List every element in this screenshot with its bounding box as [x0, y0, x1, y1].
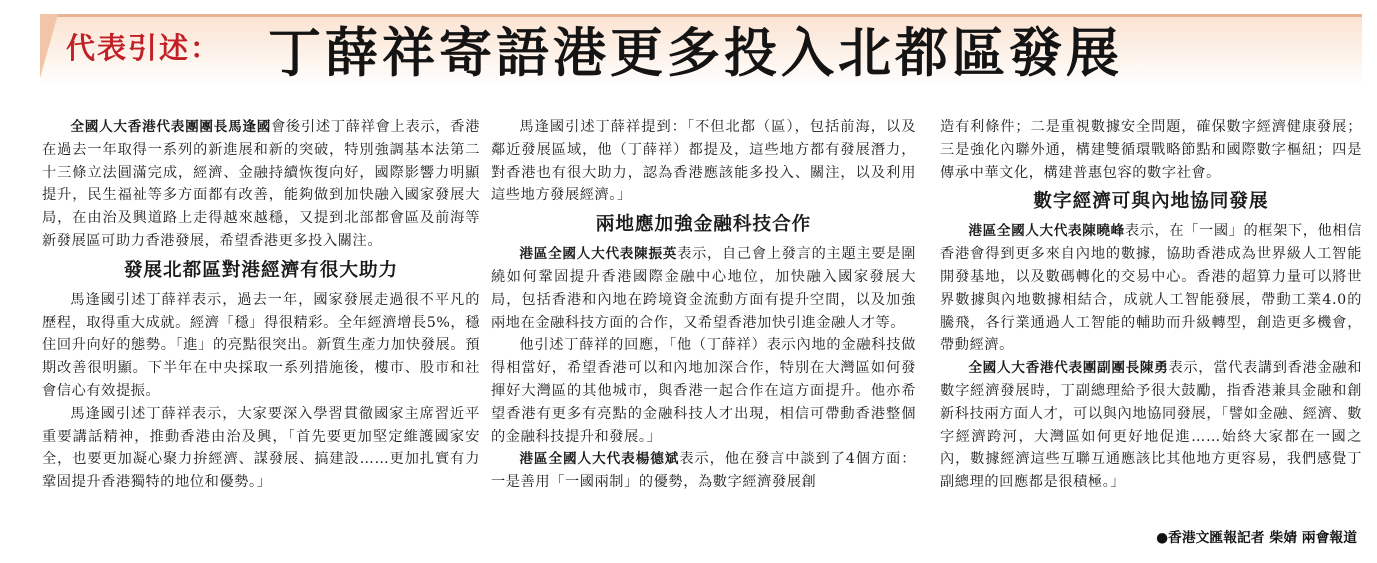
speaker-name: 港區全國人大代表陳振英: [519, 246, 678, 263]
headline: 丁薛祥寄語港更多投入北都區發展: [268, 23, 1123, 84]
speaker-name: 全國人大香港代表團團長馬逢國: [70, 119, 272, 135]
column-3: [940, 116, 1362, 494]
speaker-name: 港區全國人大代表陳曉峰: [968, 223, 1125, 240]
paragraph-text: 表示，自己會上發言的主題主要是圍繞如何鞏固提升香港國際金融中心地位，加快融入國家發展大局，包括香港和內地在跨境資金流動方面有提升空間，以及加強兩地在金融科技方面的合作，又希望香港加快引進金融人才等。: [491, 246, 916, 331]
paragraph: [42, 116, 480, 253]
column-1: [42, 116, 480, 494]
reporter-byline: ●香港文匯報記者 柴婧 兩會報道: [1155, 530, 1357, 546]
subheading: 兩地應加強金融科技合作: [595, 214, 812, 236]
subheading: 數字經濟可與內地協同發展: [1033, 191, 1269, 213]
paragraph: 馬逢國引述丁薛祥表示，大家要深入學習貫徹國家主席習近平重要講話精神，推動香港由治及興，「首先要更加堅定維護國家安全，也要更加凝心聚力拚經濟、謀發展、搞建設……更加扎實有力鞏固提升香港獨特的地位和優勢。」: [42, 405, 480, 491]
speaker-name: 全國人大香港代表團副團長陳勇: [968, 360, 1169, 377]
paragraph-text: 會後引述丁薛祥會上表示，香港在過去一年取得一系列的新進展和新的突破，特別強調基本法第二十三條立法圓滿完成，經濟、金融持續恢復向好，國際影響力明顯提升，民生福祉等多方面都有改善，能夠做到加快融入國家發展大局，在由治及興道路上走得越來越穩，又提到北部都會區及前海等新發展區可助力香港發展，希望香港更多投入關注。: [42, 119, 480, 249]
subheading: 發展北都區對港經濟有很大助力: [123, 259, 399, 281]
section-tag: 代表引述：: [66, 31, 222, 65]
column-2: [491, 116, 916, 494]
paragraph: 他引述丁薛祥的回應，「他（丁薛祥）表示內地的金融科技做得相當好，希望香港可以和內地加深合作，特別在大灣區如何發揮好大灣區的其他城市，與香港一起合作在這方面提升。他亦希望香港有更多有亮點的金融科技人才出現，相信可帶動香港整個的金融科技提升和發展。」: [491, 337, 916, 445]
paragraph-text: 表示，在「一國」的框架下，他相信香港會得到更多來自內地的數據，協助香港成為世界級人工智能開發基地，以及數碼轉化的交易中心。香港的超算力量可以將世界數據與內地數據相結合，成就人工智能發展，帶動工業4.0的騰飛，各行業通過人工智能的輔助而升級轉型，創造更多機會，帶動經濟。: [940, 223, 1362, 354]
paragraph: [940, 357, 1362, 494]
banner-corner-accent: [40, 14, 58, 78]
paragraph: [940, 220, 1362, 357]
paragraph: [491, 243, 916, 334]
paragraph-text: 表示，當代表講到香港金融和數字經濟發展時，丁副總理給予很大鼓勵，指香港兼具金融和創新科技兩方面人才，可以與內地協同發展，「譬如金融、經濟、數字經濟跨河，大灣區如何更好地促進……始終大家都在一國之內，數據經濟這些互聯互通應該比其他地方更容易，我們感覺丁副總理的回應都是很積極。」: [940, 360, 1362, 491]
paragraph: [491, 448, 916, 494]
paragraph: 馬逢國引述丁薛祥表示，過去一年，國家發展走過很不平凡的歷程，取得重大成就。經濟「穩」得很精彩。全年經濟增長5%，穩住回升向好的態勢。「進」的亮點很突出。新質生產力加快發展。預期改善很明顯。下半年在中央採取一系列措施後，樓市、股市和社會信心有效提振。: [42, 291, 480, 399]
speaker-name: 港區全國人大代表楊德斌: [519, 451, 680, 468]
paragraph: 馬逢國引述丁薛祥提到：「不但北都（區），包括前海，以及鄰近發展區域，他（丁薛祥）都提及，這些地方都有發展潛力，對香港也有很大助力，認為香港應該能多投入、關注，以及利用這些地方發展經濟。」: [491, 119, 916, 204]
paragraph-text: 表示，他在發言中談到了4個方面：一是善用「一國兩制」的優勢，為數字經濟發展創: [491, 451, 916, 491]
paragraph: 造有利條件；二是重視數據安全問題，確保數字經濟健康發展；三是強化內聯外通，構建雙循環戰略節點和國際數字樞紐；四是傳承中華文化，構建普惠包容的數字社會。: [940, 119, 1362, 181]
